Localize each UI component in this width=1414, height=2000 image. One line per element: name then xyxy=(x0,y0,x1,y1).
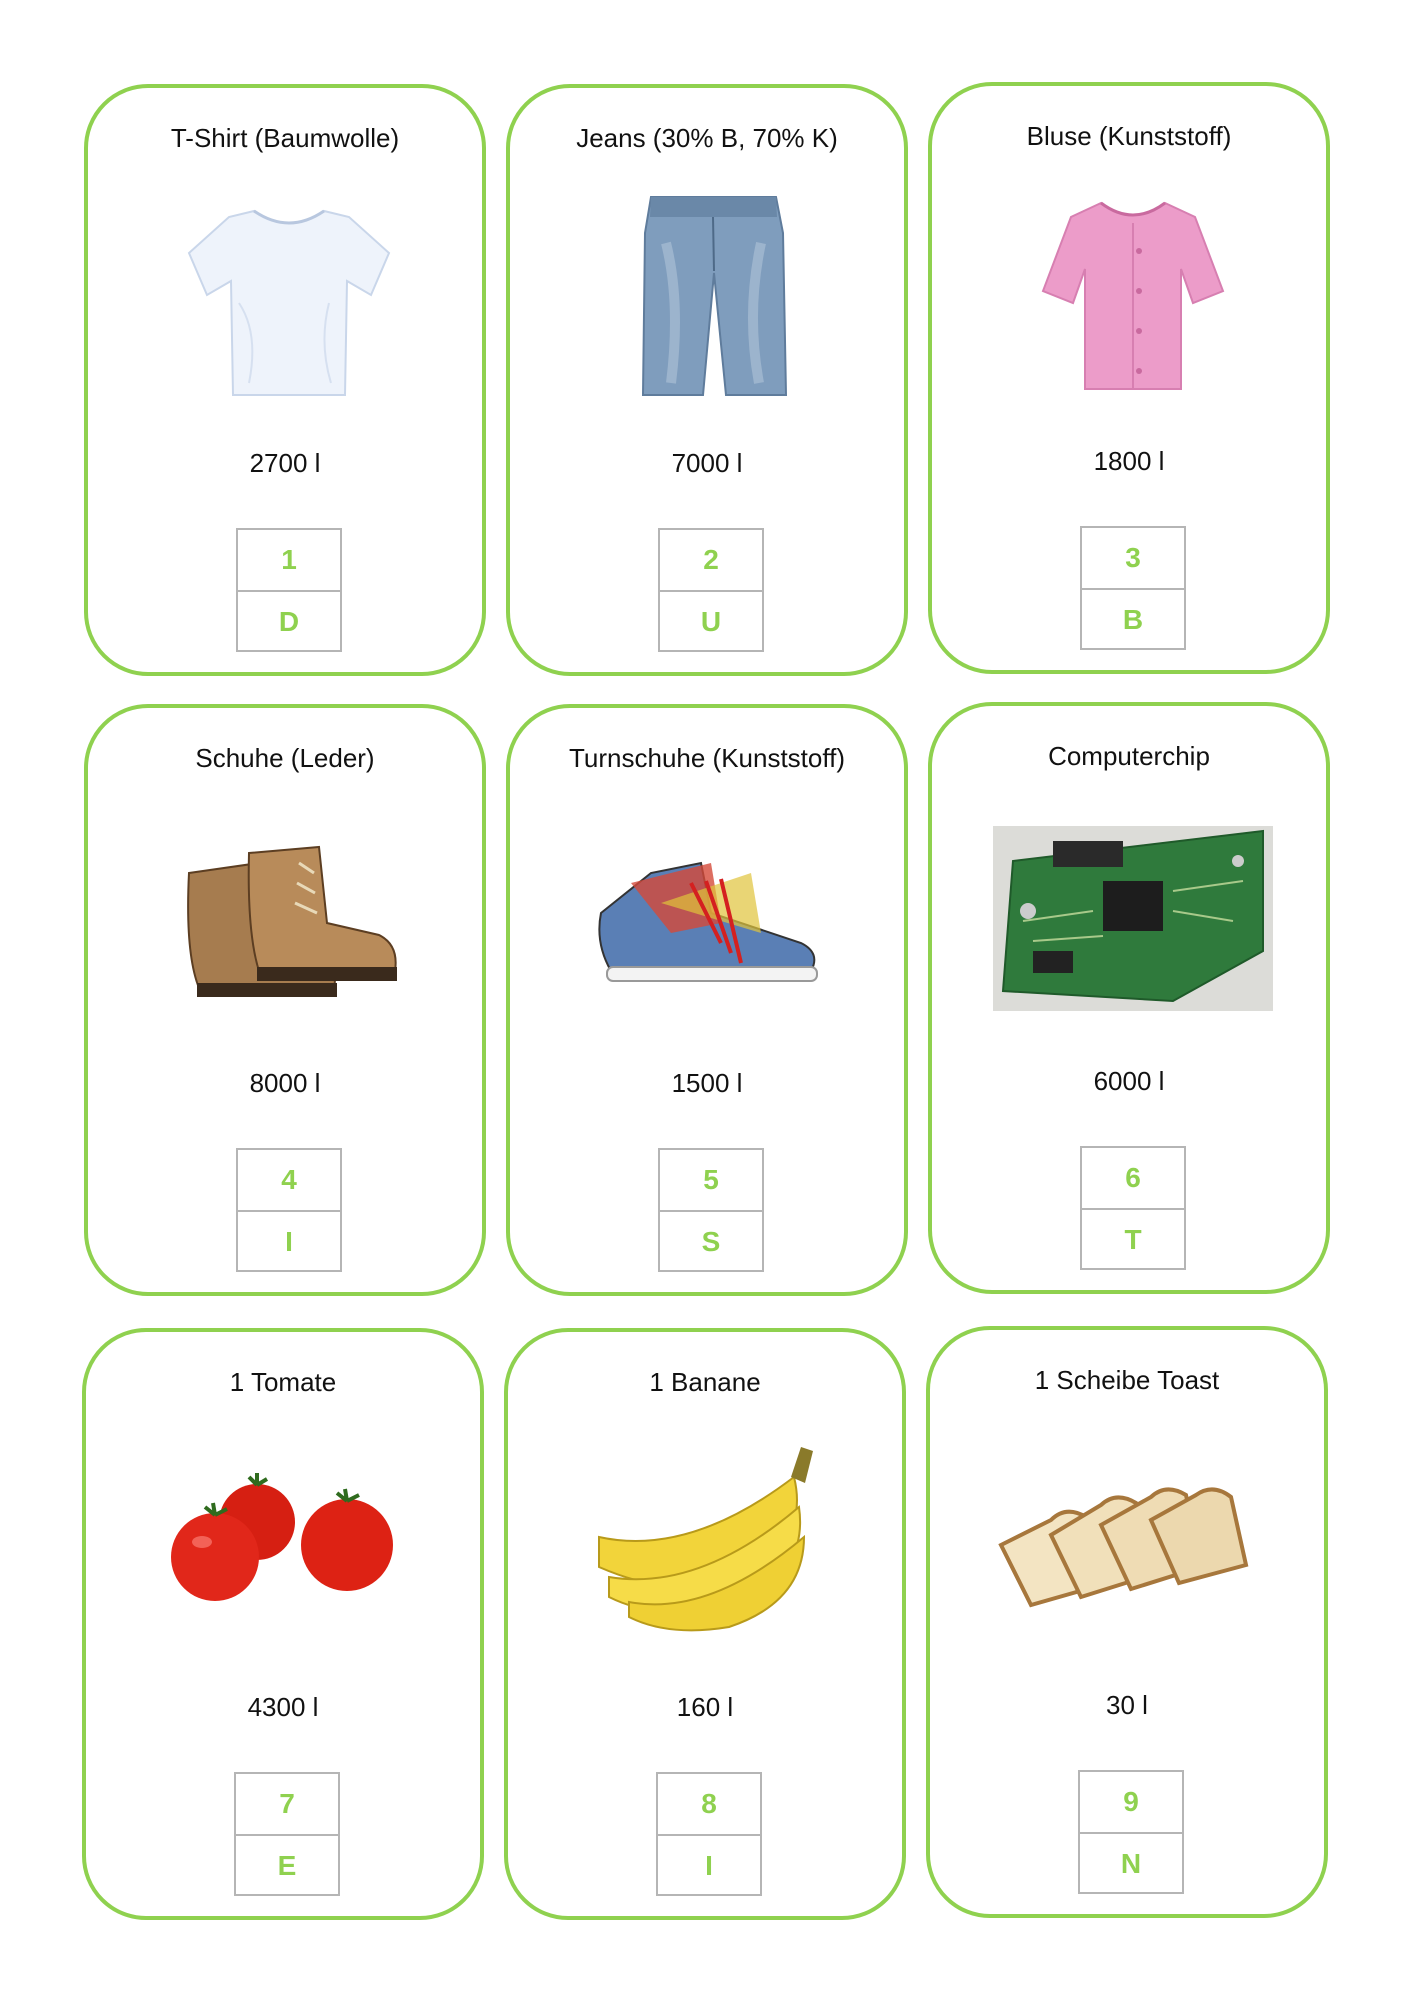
card-blouse xyxy=(928,82,1330,674)
code-box xyxy=(234,1772,340,1896)
code-letter: B xyxy=(1122,604,1144,635)
card-title: Computerchip xyxy=(1048,741,1210,771)
water-amount: 6000 l xyxy=(1093,1066,1165,1096)
code-number: 2 xyxy=(660,530,762,592)
water-amount: 2700 l xyxy=(249,448,321,478)
water-amount: 4300 l xyxy=(247,1692,319,1722)
water-amount: 1800 l xyxy=(1093,446,1165,476)
code-number: 1 xyxy=(238,530,340,592)
tomato-icon xyxy=(147,1427,427,1657)
code-letter: E xyxy=(277,1850,297,1881)
code-letter: T xyxy=(1124,1224,1142,1255)
card-title: 1 Banane xyxy=(649,1367,761,1397)
card-tshirt xyxy=(84,84,486,676)
code-number: 8 xyxy=(658,1774,760,1836)
toast-icon xyxy=(991,1425,1271,1655)
water-amount: 8000 l xyxy=(249,1068,321,1098)
code-number: 4 xyxy=(238,1150,340,1212)
code-letter: D xyxy=(278,606,300,637)
banana-icon xyxy=(569,1427,849,1657)
card-title: Jeans (30% B, 70% K) xyxy=(576,123,838,153)
water-amount: 1500 l xyxy=(671,1068,743,1098)
code-number: 5 xyxy=(660,1150,762,1212)
card-title: Schuhe (Leder) xyxy=(195,743,375,773)
code-number: 7 xyxy=(236,1774,338,1836)
sneakers-icon xyxy=(571,803,851,1033)
code-letter: N xyxy=(1120,1848,1142,1879)
water-amount: 7000 l xyxy=(671,448,743,478)
card-title: 1 Scheibe Toast xyxy=(1034,1365,1220,1395)
code-box xyxy=(658,1148,764,1272)
code-letter: I xyxy=(705,1850,713,1881)
code-number: 3 xyxy=(1082,528,1184,590)
code-number: 9 xyxy=(1080,1772,1182,1834)
card-banana xyxy=(504,1328,906,1920)
card-sneakers xyxy=(506,704,908,1296)
water-amount: 30 l xyxy=(1106,1690,1148,1720)
card-title: T-Shirt (Baumwolle) xyxy=(170,123,400,153)
card-computer-chip xyxy=(928,702,1330,1294)
jeans-icon xyxy=(571,183,851,413)
card-title: 1 Tomate xyxy=(229,1367,337,1397)
code-box xyxy=(658,528,764,652)
code-letter: U xyxy=(700,606,722,637)
code-box xyxy=(1078,1770,1184,1894)
code-letter: I xyxy=(285,1226,293,1257)
code-letter: S xyxy=(701,1226,721,1257)
card-toast xyxy=(926,1326,1328,1918)
code-box xyxy=(236,1148,342,1272)
code-box xyxy=(236,528,342,652)
card-tomato xyxy=(82,1328,484,1920)
card-leather-shoes xyxy=(84,704,486,1296)
computer-chip-icon xyxy=(993,801,1273,1031)
code-box xyxy=(1080,526,1186,650)
card-jeans xyxy=(506,84,908,676)
blouse-icon xyxy=(993,181,1273,411)
leather-shoes-icon xyxy=(149,803,429,1033)
code-box xyxy=(656,1772,762,1896)
water-amount: 160 l xyxy=(676,1692,734,1722)
tshirt-icon xyxy=(149,183,429,413)
code-box xyxy=(1080,1146,1186,1270)
card-title: Turnschuhe (Kunststoff) xyxy=(568,743,846,773)
code-number: 6 xyxy=(1082,1148,1184,1210)
card-title: Bluse (Kunststoff) xyxy=(1026,121,1232,151)
